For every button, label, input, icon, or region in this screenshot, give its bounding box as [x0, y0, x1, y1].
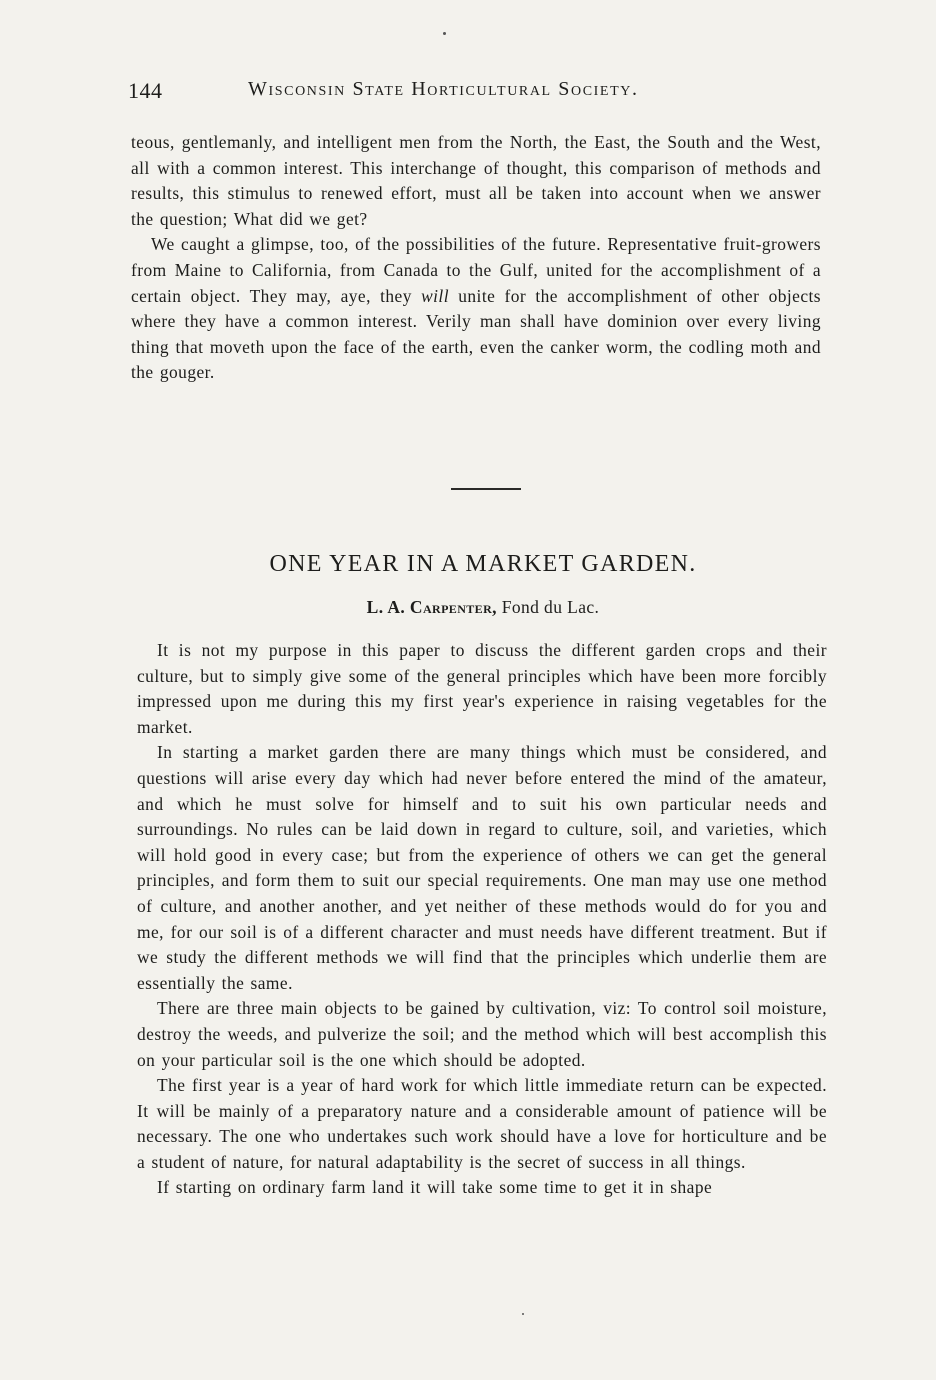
author-name: L. A. Carpenter,	[366, 597, 497, 617]
article-title: ONE YEAR IN A MARKET GARDEN.	[269, 551, 697, 577]
article-paragraph: The first year is a year of hard work for which little immediate return can be expected. It will be mainly of a preparatory nature and a considerable amount of patience will be necessary. The one who undertakes such work should have a love for horticulture and be a student of nature, for natural adaptability is the secret of success in all things.	[137, 1075, 827, 1172]
continued-text	[131, 130, 821, 386]
paragraph-text-before-italic: We caught a glimpse, too, of the possibilities of the future. Representative fruit-growers from Maine to California, from Canada to the Gulf, united for the accomplishment of a certain object. They may, aye, they	[131, 234, 821, 306]
section-divider	[451, 488, 521, 490]
byline	[0, 597, 936, 618]
italic-word: will	[421, 285, 449, 306]
continued-paragraph: teous, gentlemanly, and intelligent men from the North, the East, the South and the West, all with a common interest. This interchange of thought, this comparison of methods and results, this stimulus to renewed effort, must all be taken into account when we answer the question; What did we get?	[131, 132, 821, 229]
page-header	[128, 74, 828, 104]
article-body	[137, 638, 827, 1201]
print-speck-bottom	[522, 1313, 524, 1315]
page-number: 144	[128, 78, 163, 103]
article-paragraph: In starting a market garden there are many things which must be considered, and questions will arise every day which had never before entered the mind of the amateur, and which he must solve for himself and to suit his own particular needs and surroundings. No rules can be laid down in regard to culture, soil, and varieties, which will hold good in every case; but from the experience of others we can get the general principles, and form them to suit our special requirements. One man may use one method of culture, and another another, and yet neither of these methods would do for you and me, for our soil is of a different character and must needs have different treatment. But if we study the different methods we will find that the principles which underlie them are essentially the same.	[137, 742, 827, 993]
paragraph-text-after-italic: unite for the accomplishment of other objects where they have a common interest. Verily man shall have dominion over every living thing that moveth upon the face of the earth, even the canker worm, the codling moth and the gouger.	[131, 285, 821, 383]
continued-paragraph-future	[131, 232, 821, 386]
article-paragraph: If starting on ordinary farm land it will take some time to get it in shape	[157, 1177, 713, 1198]
print-speck-top	[443, 32, 446, 35]
running-head: Wisconsin State Horticultural Society.	[248, 78, 639, 100]
author-location: Fond du Lac.	[501, 597, 600, 617]
article-paragraph: There are three main objects to be gained by cultivation, viz: To control soil moisture, destroy the weeds, and pulverize the soil; and the method which will best accomplish this on your particular soil is the one which should be adopted.	[137, 998, 827, 1070]
article-paragraph: It is not my purpose in this paper to discuss the different garden crops and their culture, but to simply give some of the general principles which have been more forcibly impressed upon me during this my first year's experience in raising vegetables for the market.	[137, 640, 827, 737]
